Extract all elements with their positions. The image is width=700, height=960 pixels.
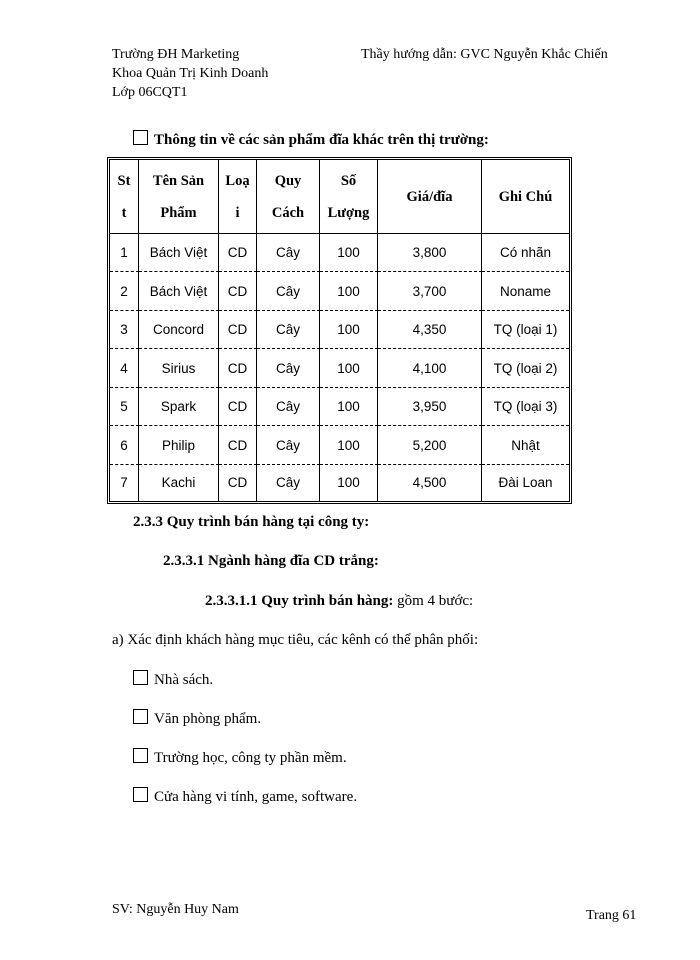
- header-faculty: Khoa Quản Trị Kinh Doanh: [112, 66, 269, 81]
- checkbox-icon: [133, 130, 148, 145]
- table-row: 2 Bách Việt CD Cây 100 3,700 Noname: [110, 272, 569, 310]
- heading-2-3-3: 2.3.3 Quy trình bán hàng tại công ty:: [133, 514, 370, 530]
- header-note: Ghi Chú: [482, 160, 569, 234]
- table-row: 7 Kachi CD Cây 100 4,500 Đài Loan: [110, 465, 569, 501]
- section-title-text: Thông tin về các sản phẩm đĩa khác trên thị trường:: [154, 132, 489, 148]
- footer-student: SV: Nguyễn Huy Nam: [112, 902, 239, 917]
- table-row: 3 Concord CD Cây 100 4,350 TQ (loại 1): [110, 311, 569, 349]
- step-a-text: a) Xác định khách hàng mục tiêu, các kênh có thể phân phối:: [112, 632, 479, 648]
- table-row: 6 Philip CD Cây 100 5,200 Nhật: [110, 426, 569, 464]
- table-row: 5 Spark CD Cây 100 3,950 TQ (loại 3): [110, 388, 569, 426]
- checkbox-icon: [133, 709, 148, 724]
- heading-2-3-3-1: 2.3.3.1 Ngành hàng đĩa CD trắng:: [163, 553, 379, 569]
- checkbox-icon: [133, 748, 148, 763]
- table-header-row: [110, 160, 569, 234]
- header-class: Lớp 06CQT1: [112, 85, 188, 100]
- header-name: Tên Sản Phẩm: [139, 160, 219, 234]
- list-item: Nhà sách.: [133, 670, 213, 689]
- list-item: Trường học, công ty phần mềm.: [133, 748, 347, 767]
- header-qty: Số Lượng: [320, 160, 378, 234]
- heading-2-3-3-1-1: 2.3.3.1.1 Quy trình bán hàng: gồm 4 bước:: [205, 593, 474, 609]
- header-stt: St t: [110, 160, 139, 234]
- list-item: Văn phòng phẩm.: [133, 709, 261, 728]
- table-row: 4 Sirius CD Cây 100 4,100 TQ (loại 2): [110, 349, 569, 387]
- checkbox-icon: [133, 787, 148, 802]
- header-advisor: Thầy hướng dẫn: GVC Nguyễn Khắc Chiến: [361, 47, 608, 62]
- header-spec: Quy Cách: [257, 160, 320, 234]
- header-school: Trường ĐH Marketing: [112, 47, 240, 62]
- header-price: Giá/đĩa: [378, 160, 482, 234]
- section-title: [133, 130, 489, 149]
- list-item: Cửa hàng vi tính, game, software.: [133, 787, 357, 806]
- header-type: Loạ i: [219, 160, 257, 234]
- footer-page-number: Trang 61: [586, 908, 637, 923]
- checkbox-icon: [133, 670, 148, 685]
- table-row: 1 Bách Việt CD Cây 100 3,800 Có nhãn: [110, 234, 569, 272]
- product-table: [107, 157, 572, 504]
